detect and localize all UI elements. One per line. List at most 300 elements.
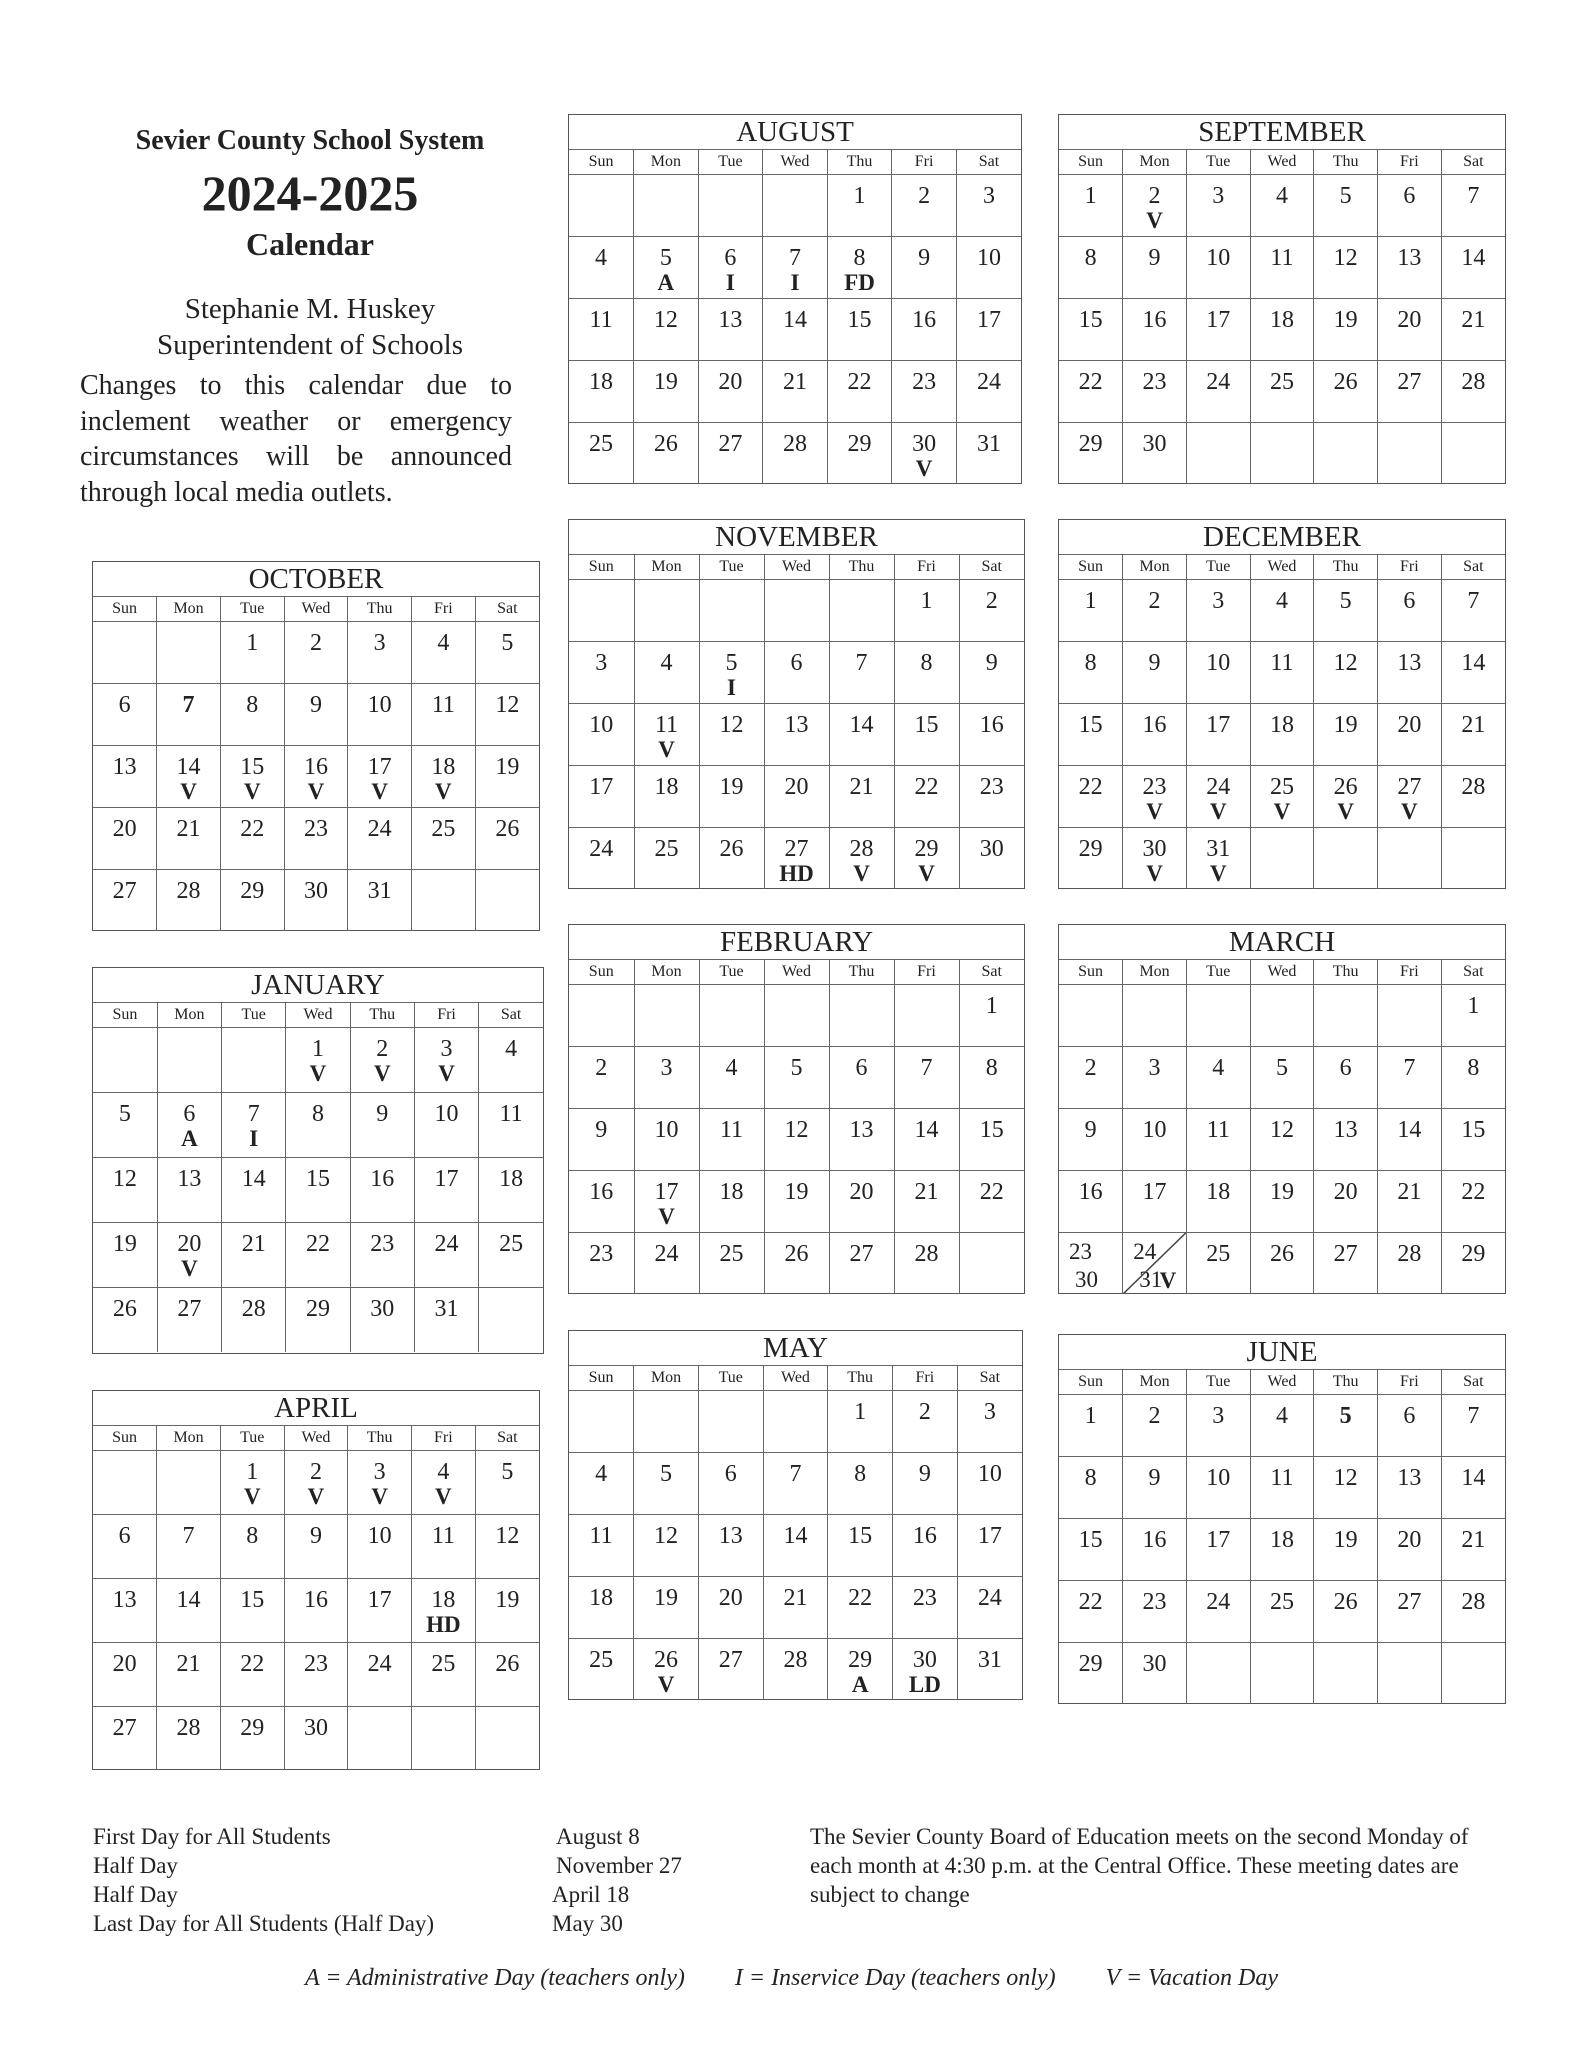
day-number: 12 [1333, 1465, 1358, 1491]
day-cell [412, 622, 476, 684]
month-grid [93, 596, 539, 931]
day-cell [1378, 299, 1442, 361]
day-cell [959, 766, 1024, 828]
day-cell [414, 1028, 478, 1093]
day-cell [1250, 1519, 1314, 1581]
day-number: 14 [1397, 1117, 1422, 1143]
day-cell [1441, 423, 1505, 485]
day-cell [157, 1515, 221, 1579]
day-number: 9 [985, 650, 998, 676]
day-cell [475, 1515, 539, 1579]
day-cell [1378, 642, 1442, 704]
day-number: 4 [595, 245, 608, 271]
day-cell [763, 1391, 828, 1453]
weekday-header: Sun [569, 150, 634, 175]
day-number: 17 [1206, 1527, 1231, 1553]
day-cell [220, 808, 284, 870]
day-cell [1441, 642, 1505, 704]
day-cell [892, 299, 957, 361]
day-cell [414, 1158, 478, 1223]
header [80, 125, 540, 363]
day-code: V [1337, 799, 1354, 824]
day-cell [1441, 1457, 1505, 1519]
day-code: V [307, 1484, 325, 1509]
day-cell [475, 1707, 539, 1771]
day-number: 7 [1467, 588, 1480, 614]
day-number: 26 [112, 1296, 137, 1322]
day-cell [157, 870, 221, 932]
day-number: 19 [653, 369, 678, 395]
day-cell [93, 1707, 157, 1771]
week-row [93, 1451, 539, 1515]
day-cell [1314, 1233, 1378, 1295]
day-cell [1314, 1643, 1378, 1705]
day-number: 3 [1148, 1055, 1161, 1081]
day-cell [1186, 423, 1250, 485]
day-number: 2 [1084, 1055, 1097, 1081]
day-number: 3 [373, 630, 386, 656]
day-cell [569, 828, 634, 890]
day-number: 8 [853, 245, 866, 271]
day-cell [1314, 1457, 1378, 1519]
day-number: 14 [176, 754, 201, 780]
day-cell [1314, 704, 1378, 766]
day-cell [894, 704, 959, 766]
day-cell [350, 1288, 414, 1353]
day-cell [959, 1109, 1024, 1171]
day-number: 25 [431, 1651, 456, 1677]
day-cell [1378, 1395, 1442, 1457]
day-number: 26 [719, 836, 744, 862]
day-number: 27 [112, 1715, 137, 1741]
day-number: 19 [495, 1587, 520, 1613]
day-number: 24 [654, 1241, 679, 1267]
day-number: 16 [303, 1587, 328, 1613]
day-cell [348, 808, 412, 870]
weekday-header: Sun [93, 597, 157, 622]
day-number: 21 [241, 1231, 266, 1257]
day-number: 1 [854, 1399, 867, 1425]
day-cell [699, 985, 764, 1047]
day-cell [348, 746, 412, 808]
day-cell [699, 1109, 764, 1171]
weekday-header: Tue [1186, 555, 1250, 580]
day-number: 12 [112, 1166, 137, 1192]
weekday-header: Sun [93, 1003, 157, 1028]
day-cell [569, 580, 634, 642]
day-cell [157, 1643, 221, 1707]
day-cell [93, 1515, 157, 1579]
weekday-header: Fri [894, 960, 959, 985]
day-cell [893, 1453, 958, 1515]
day-number: 8 [246, 692, 259, 718]
day-number: 20 [112, 1651, 137, 1677]
day-number: 2 [595, 1055, 608, 1081]
day-cell [1186, 1457, 1250, 1519]
weekday-header: Wed [1250, 1370, 1314, 1395]
day-number: 23 [589, 1241, 614, 1267]
day-number: 18 [654, 774, 679, 800]
day-cell [894, 1171, 959, 1233]
day-cell [1123, 1171, 1187, 1233]
weekday-header: Thu [1314, 555, 1378, 580]
board-meeting-note: The Sevier County Board of Education meets on the second Monday of each month at 4:30 p.m. at the Central Office. These meeting dates are subject to change [810, 1824, 1469, 1907]
day-cell [893, 1391, 958, 1453]
day-number: 24 [1206, 369, 1231, 395]
day-cell [699, 1171, 764, 1233]
day-number: 6 [1403, 1403, 1416, 1429]
day-number: 16 [1142, 712, 1167, 738]
day-number: 8 [920, 650, 933, 676]
day-cell [220, 746, 284, 808]
day-number: 13 [112, 754, 137, 780]
day-cell [569, 1391, 634, 1453]
weekday-header: Sat [479, 1003, 543, 1028]
day-cell [1123, 1395, 1187, 1457]
day-number: 17 [654, 1179, 679, 1205]
day-cell [222, 1158, 286, 1223]
day-cell [634, 175, 699, 237]
day-cell [412, 1707, 476, 1771]
weekday-header: Fri [414, 1003, 478, 1028]
day-cell [894, 580, 959, 642]
day-cell [1378, 580, 1442, 642]
superintendent [80, 291, 540, 364]
month-title: SEPTEMBER [1198, 116, 1366, 148]
day-number: 27 [177, 1296, 202, 1322]
weekday-header: Sun [569, 960, 634, 985]
weekday-header: Thu [829, 960, 894, 985]
weekday-header: Tue [220, 1426, 284, 1451]
day-number: 26 [784, 1241, 809, 1267]
day-number: 2 [1148, 183, 1161, 209]
weekday-header: Tue [699, 960, 764, 985]
day-number: 4 [437, 630, 450, 656]
day-code: V [1273, 799, 1291, 824]
day-number: 25 [589, 1647, 614, 1673]
day-number: 26 [495, 816, 520, 842]
day-cell [220, 684, 284, 746]
day-cell [93, 1288, 157, 1353]
key-date-label: Half Day [93, 1882, 178, 1907]
day-cell [894, 985, 959, 1047]
day-number: 17 [589, 774, 614, 800]
day-number: 26 [1333, 1589, 1358, 1615]
day-cell [348, 870, 412, 932]
day-number: 28 [1461, 774, 1486, 800]
week-row [569, 423, 1021, 485]
day-cell [959, 985, 1024, 1047]
weekday-header: Sat [1441, 1370, 1505, 1395]
day-cell [93, 870, 157, 932]
day-number: 23 [912, 369, 937, 395]
day-number: 12 [719, 712, 744, 738]
day-number: 22 [1078, 369, 1103, 395]
day-cell [698, 1453, 763, 1515]
day-number: 4 [725, 1055, 738, 1081]
day-cell [222, 1028, 286, 1093]
day-number: 15 [1078, 712, 1103, 738]
day-cell [699, 766, 764, 828]
split-day-divider [1123, 1233, 1186, 1294]
month-title: MARCH [1228, 926, 1336, 958]
day-cell [764, 985, 829, 1047]
month-grid [1059, 1369, 1505, 1704]
day-cell [959, 704, 1024, 766]
day-number: 5 [660, 1461, 673, 1487]
day-cell [569, 361, 634, 423]
weekday-header: Sat [1441, 150, 1505, 175]
day-number: 24 [1133, 1239, 1157, 1264]
month-august [568, 114, 1022, 484]
day-cell [892, 423, 957, 485]
day-code: V [1209, 799, 1227, 824]
day-cell [1441, 1643, 1505, 1705]
day-cell [1441, 299, 1505, 361]
day-number: 1 [1467, 993, 1480, 1019]
week-row [93, 746, 539, 808]
day-cell [93, 622, 157, 684]
weekday-header: Thu [828, 1366, 893, 1391]
week-row [93, 1223, 543, 1288]
month-title: JANUARY [251, 969, 385, 1001]
key-dates-values [552, 1822, 756, 1938]
day-cell [634, 1047, 699, 1109]
day-number: 6 [118, 1523, 131, 1549]
day-cell [1378, 1581, 1442, 1643]
day-number: 16 [912, 1523, 937, 1549]
day-number: 17 [367, 1587, 392, 1613]
day-cell [1378, 1519, 1442, 1581]
day-number: 3 [595, 650, 608, 676]
day-cell [412, 1643, 476, 1707]
day-number: 14 [176, 1587, 201, 1613]
day-number: 1 [985, 993, 998, 1019]
day-number: 6 [183, 1101, 196, 1127]
week-row [569, 361, 1021, 423]
week-row [1059, 237, 1505, 299]
day-cell [1250, 361, 1314, 423]
week-row [1059, 299, 1505, 361]
day-number: 24 [1206, 1589, 1231, 1615]
day-cell [475, 746, 539, 808]
day-number: 21 [1461, 307, 1486, 333]
week-row [93, 1158, 543, 1223]
day-cell [412, 1451, 476, 1515]
week-row [569, 1047, 1024, 1109]
day-cell [157, 684, 221, 746]
day-cell [893, 1639, 958, 1701]
day-cell [827, 299, 892, 361]
day-number: 3 [373, 1459, 386, 1485]
day-cell [1441, 1109, 1505, 1171]
day-cell [93, 1028, 157, 1093]
day-number: 15 [914, 712, 939, 738]
day-number: 7 [788, 245, 801, 271]
day-number: 17 [1206, 307, 1231, 333]
day-cell [157, 1579, 221, 1643]
day-cell [699, 642, 764, 704]
day-cell [1059, 704, 1123, 766]
day-code: V [918, 861, 935, 886]
month-grid [1059, 554, 1505, 889]
day-cell [1250, 1171, 1314, 1233]
day-number: 31 [976, 431, 1001, 457]
day-cell [634, 642, 699, 704]
day-number: 21 [783, 1585, 808, 1611]
day-number: 23 [370, 1231, 395, 1257]
day-cell [956, 423, 1021, 485]
day-number: 7 [789, 1461, 802, 1487]
day-number: 4 [660, 650, 673, 676]
day-number: 31 [977, 1647, 1002, 1673]
weekday-header: Sun [1059, 960, 1123, 985]
month-december [1058, 519, 1506, 889]
weekday-header: Thu [350, 1003, 414, 1028]
day-code: I [727, 675, 736, 700]
day-cell [1059, 985, 1123, 1047]
day-cell [1441, 828, 1505, 890]
day-number: 22 [979, 1179, 1004, 1205]
day-code: V [181, 1256, 198, 1281]
day-number: 8 [246, 1523, 259, 1549]
day-cell [1186, 1047, 1250, 1109]
day-cell [1250, 1643, 1314, 1705]
day-cell [1186, 1581, 1250, 1643]
day-number: 19 [784, 1179, 809, 1205]
weather-notice: Changes to this calendar due to inclement weather or emergency circumstances will be announced through local media outlets. [80, 370, 512, 508]
week-row [1059, 1395, 1505, 1457]
day-cell [1186, 704, 1250, 766]
weekday-header: Thu [1314, 960, 1378, 985]
day-cell [284, 808, 348, 870]
day-cell [894, 828, 959, 890]
day-number: 14 [241, 1166, 266, 1192]
day-number: 10 [1206, 1465, 1231, 1491]
day-cell [764, 1047, 829, 1109]
day-cell [956, 175, 1021, 237]
day-number: 16 [303, 754, 328, 780]
day-number: 13 [849, 1117, 874, 1143]
day-cell [1123, 704, 1187, 766]
day-cell [348, 684, 412, 746]
day-number: 19 [1269, 1179, 1294, 1205]
day-cell [764, 1171, 829, 1233]
day-number: 11 [431, 1523, 455, 1549]
day-cell [763, 361, 828, 423]
day-number: 10 [1206, 245, 1231, 271]
week-row [569, 299, 1021, 361]
week-row [93, 1093, 543, 1158]
week-row [1059, 1047, 1505, 1109]
weekday-header: Mon [157, 1003, 221, 1028]
day-number: 26 [653, 431, 678, 457]
day-cell [1123, 1047, 1187, 1109]
day-number: 18 [1269, 307, 1294, 333]
day-cell [1314, 1395, 1378, 1457]
day-cell [475, 622, 539, 684]
day-number: 28 [241, 1296, 266, 1322]
week-row [1059, 1643, 1505, 1705]
day-number: 1 [853, 183, 866, 209]
day-cell [1123, 423, 1187, 485]
weekday-header: Sun [1059, 1370, 1123, 1395]
day-cell [284, 1515, 348, 1579]
day-cell [1441, 361, 1505, 423]
day-number: 30 [1142, 431, 1167, 457]
day-number: 30 [912, 431, 937, 457]
day-code: V [180, 779, 197, 804]
month-grid [569, 554, 1024, 889]
day-cell [763, 1453, 828, 1515]
day-number: 12 [495, 1523, 520, 1549]
day-number: 10 [434, 1101, 459, 1127]
day-number: 3 [1212, 1403, 1225, 1429]
day-number: 6 [724, 1461, 737, 1487]
day-cell [157, 1707, 221, 1771]
month-january [92, 967, 544, 1354]
day-cell [1378, 1171, 1442, 1233]
day-number: 9 [1148, 245, 1161, 271]
day-number: 1 [311, 1036, 324, 1062]
day-number: 12 [654, 1523, 679, 1549]
week-row [569, 1171, 1024, 1233]
weekday-header: Sun [1059, 555, 1123, 580]
day-number: 21 [1461, 712, 1486, 738]
day-number: 11 [499, 1101, 523, 1127]
day-number: 23 [1142, 774, 1167, 800]
day-number: 15 [305, 1166, 330, 1192]
weekday-header: Tue [220, 597, 284, 622]
day-cell [1378, 1047, 1442, 1109]
day-cell [764, 828, 829, 890]
week-row [569, 704, 1024, 766]
day-cell [1123, 766, 1187, 828]
day-cell [479, 1028, 543, 1093]
day-number: 24 [367, 816, 392, 842]
day-number: 28 [176, 1715, 201, 1741]
day-cell [569, 1453, 634, 1515]
day-cell [957, 1391, 1022, 1453]
month-title: DECEMBER [1203, 521, 1361, 553]
weekday-header: Wed [764, 555, 829, 580]
day-cell [959, 828, 1024, 890]
day-number: 23 [1142, 1589, 1167, 1615]
day-number: 29 [240, 1715, 265, 1741]
day-cell [634, 299, 699, 361]
day-number: 28 [1461, 369, 1486, 395]
day-number: 22 [848, 1585, 873, 1611]
week-row [1059, 1233, 1505, 1295]
day-cell [1441, 1233, 1505, 1295]
day-cell [699, 1047, 764, 1109]
day-cell [412, 1579, 476, 1643]
day-number: 2 [1148, 588, 1161, 614]
week-row [569, 1515, 1022, 1577]
day-number: 12 [495, 692, 520, 718]
day-code: V [1146, 799, 1163, 824]
day-number: 21 [176, 816, 201, 842]
day-cell [1441, 580, 1505, 642]
day-cell [634, 580, 699, 642]
day-number: 3 [982, 183, 995, 209]
day-cell [412, 684, 476, 746]
day-cell [1250, 1457, 1314, 1519]
day-cell [569, 1515, 634, 1577]
day-cell [1123, 1519, 1187, 1581]
day-number: 19 [1333, 307, 1358, 333]
weekday-header: Tue [1186, 960, 1250, 985]
